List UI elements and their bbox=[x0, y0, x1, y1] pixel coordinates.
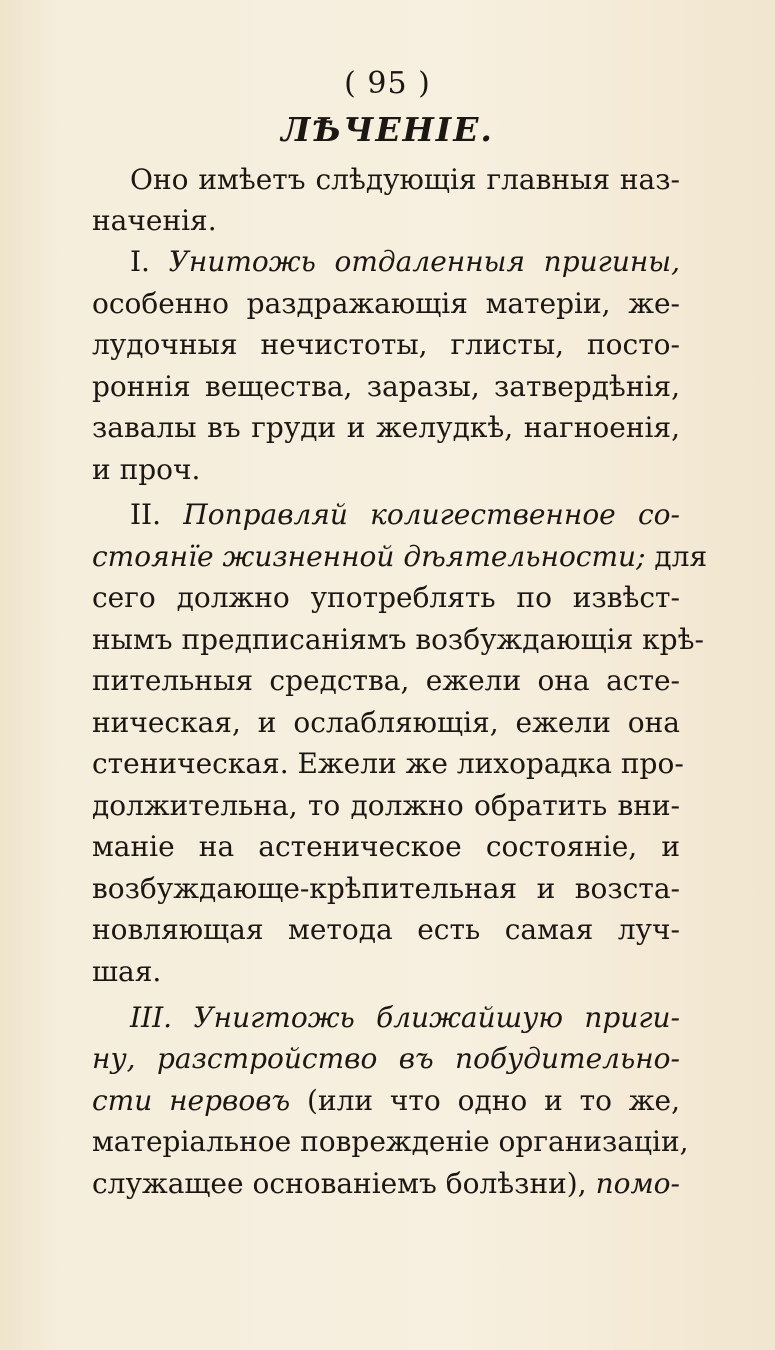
point2-line-2 bbox=[92, 537, 708, 577]
point3-line-3 bbox=[92, 1081, 680, 1121]
point2-line-4: нымъ предписаніямъ возбуждающія крѣ- bbox=[92, 623, 704, 656]
point2-number: II. bbox=[130, 498, 162, 531]
point3-heading bbox=[130, 998, 680, 1038]
point1-line-2: особенно раздражающія матеріи, же- bbox=[92, 287, 680, 320]
point2-line-2-italic: стоянїе жизненной дѣятельности; bbox=[92, 540, 646, 573]
point2-line-2-rest: для bbox=[645, 540, 708, 573]
point3-line-5-rest: служащее основаніемъ болѣзни), bbox=[92, 1167, 587, 1200]
point2-line-7: стеническая. Ежели же лихорадка про- bbox=[92, 747, 684, 780]
page-number: ( 95 ) bbox=[344, 66, 431, 101]
point1-number: I. bbox=[130, 245, 150, 278]
point1-heading bbox=[130, 242, 680, 282]
point3-line-4: матеріальное поврежденіе организаціи, bbox=[92, 1125, 689, 1158]
point1-title: Унитожь отдаленныя пригины, bbox=[168, 245, 680, 278]
point2-title: Поправляй колигественное со- bbox=[183, 498, 681, 531]
point3-line-2: ну, разстройство въ побудительно- bbox=[92, 1042, 680, 1075]
point2-line-8: должительна, то должно обратить вни- bbox=[92, 789, 680, 822]
point1-line-5: завалы въ груди и желудкѣ, нагноенія, bbox=[92, 411, 680, 444]
point2-line-10: возбуждающе-крѣпительная и возста- bbox=[92, 872, 680, 905]
point1-line-4: роннія вещества, заразы, затвердѣнія, bbox=[92, 370, 680, 403]
intro-line-2: наченія. bbox=[92, 204, 217, 237]
point3-number: III. bbox=[130, 1001, 173, 1034]
point2-line-3: сего должно употреблять по извѣст- bbox=[92, 581, 680, 614]
point2-line-11: новляющая метода есть самая луч- bbox=[92, 913, 680, 946]
point2-line-12: шая. bbox=[92, 955, 162, 988]
intro-line-1: Оно имѣетъ слѣдующія главныя наз- bbox=[130, 163, 680, 196]
point2-line-9: маніе на астеническое состояніе, и bbox=[92, 830, 680, 863]
point3-line-3-rest: (или что одно и то же, bbox=[290, 1084, 681, 1117]
point1-line-6: и проч. bbox=[92, 453, 201, 486]
point2-line-5: пительныя средства, ежели она асте- bbox=[92, 664, 680, 697]
point3-line-5-italic: помо- bbox=[586, 1167, 680, 1200]
point2-line-6: ническая, и ослабляющія, ежели она bbox=[92, 706, 680, 739]
point3-title: Унигтожь ближайшую пригu- bbox=[193, 1001, 681, 1034]
point3-line-3-italic: сти нервовъ bbox=[92, 1084, 291, 1117]
point2-heading bbox=[130, 495, 680, 535]
point1-line-3: лудочныя нечистоты, глисты, посто- bbox=[92, 328, 680, 361]
section-title: ЛѢЧЕНІЕ. bbox=[281, 110, 494, 149]
point3-line-5 bbox=[92, 1164, 680, 1204]
